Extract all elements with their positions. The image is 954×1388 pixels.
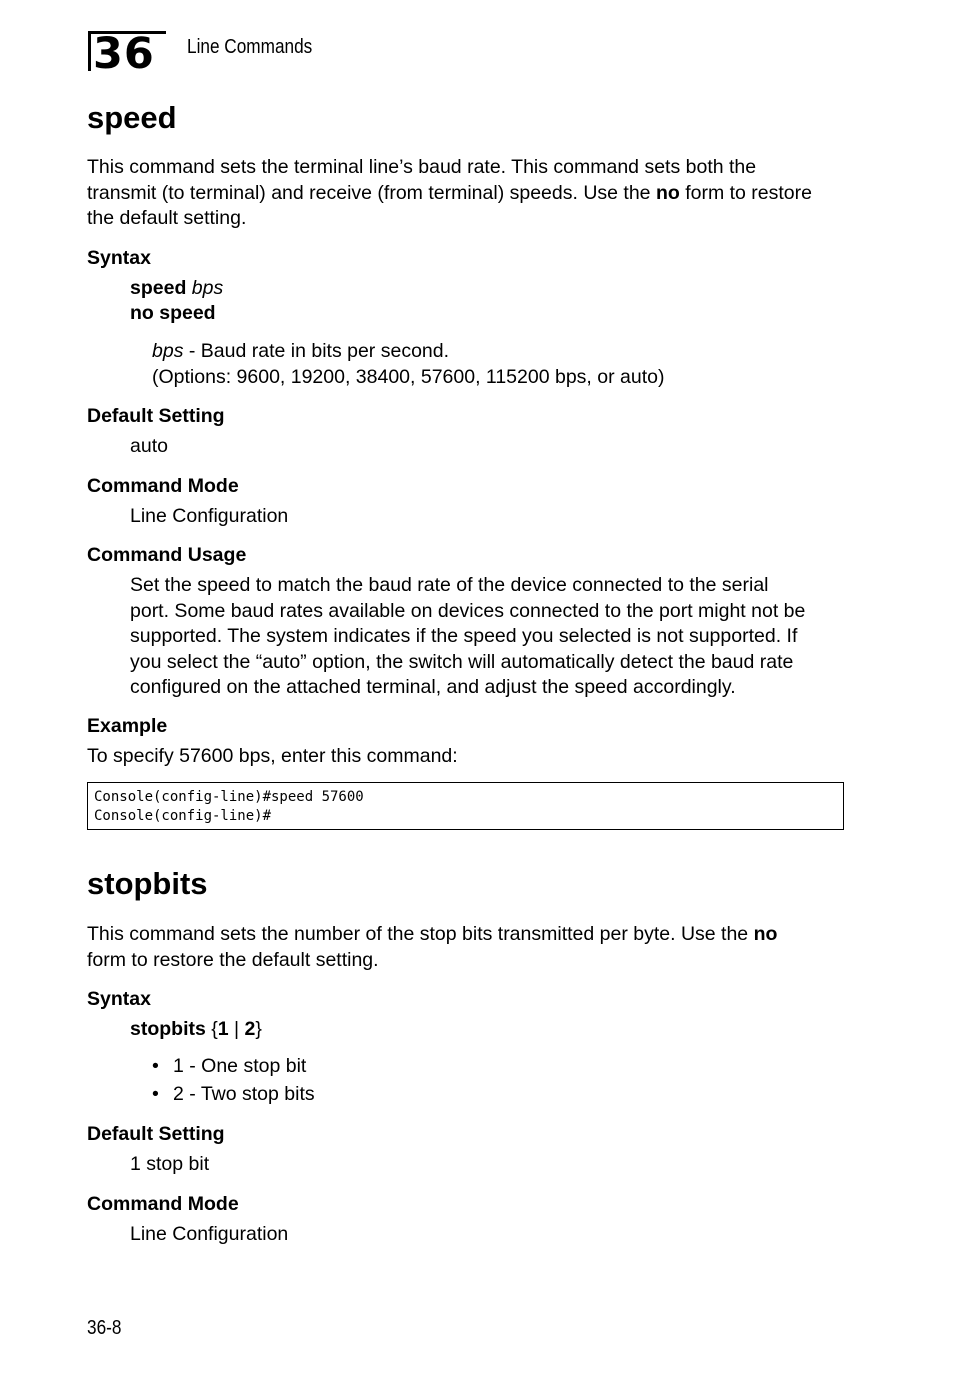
stopbits-intro-text: This command sets the number of the stop bits transmitted per byte. Use the — [87, 923, 754, 945]
speed-intro-line-2 — [87, 181, 847, 207]
default-setting-value: 1 stop bit — [130, 1153, 210, 1175]
bullet-icon: • — [152, 1055, 159, 1077]
code-line: Console(config-line)#speed 57600 — [94, 789, 364, 805]
default-setting-heading: Default Setting — [87, 1123, 225, 1145]
parameter-text: - Baud rate in bits per second. — [183, 340, 450, 362]
parameter-name: bps — [152, 340, 184, 362]
syntax-heading: Syntax — [87, 247, 151, 269]
stopbits-intro-line-2: form to restore the default setting. — [87, 948, 379, 971]
chapter-number: 36 — [88, 31, 166, 71]
syntax-heading: Syntax — [87, 988, 151, 1010]
default-setting-value: auto — [130, 435, 168, 457]
code-line: Console(config-line)# — [94, 808, 272, 824]
parameter-line — [152, 339, 664, 365]
parameter-description — [152, 339, 664, 390]
command-usage-heading: Command Usage — [87, 544, 247, 566]
command-usage-text — [130, 573, 840, 701]
usage-line: configured on the attached terminal, and adjust the speed accordingly. — [130, 676, 736, 698]
command-mode-value: Line Configuration — [130, 505, 289, 527]
default-setting-heading: Default Setting — [87, 405, 225, 427]
list-item — [152, 1082, 452, 1112]
code-example — [87, 782, 844, 830]
syntax-command — [130, 1017, 262, 1043]
example-heading: Example — [87, 715, 168, 737]
command-keyword: stopbits — [130, 1018, 206, 1040]
usage-line: supported. The system indicates if the speed you selected is not supported. If — [130, 625, 798, 647]
syntax-option: 2 — [244, 1018, 256, 1040]
no-keyword: no — [655, 181, 680, 204]
command-mode-heading: Command Mode — [87, 1193, 239, 1215]
stopbits-intro — [87, 922, 847, 973]
command-mode-value: Line Configuration — [130, 1223, 289, 1245]
speed-intro-line-1: This command sets the terminal line’s baud rate. This command sets both the — [87, 156, 757, 178]
syntax-no-command — [130, 301, 216, 327]
usage-line: you select the “auto” option, the switch will automatically detect the baud rate — [130, 650, 794, 673]
syntax-brace: } — [255, 1018, 262, 1040]
list-item-text: 2 - Two stop bits — [173, 1083, 315, 1105]
speed-intro — [87, 155, 847, 232]
bullet-icon: • — [152, 1083, 159, 1105]
no-keyword: no — [753, 923, 778, 945]
list-item — [152, 1054, 452, 1084]
section-title-stopbits: stopbits — [87, 866, 208, 901]
command-argument: bps — [191, 277, 224, 299]
command-keyword: no speed — [130, 302, 216, 324]
example-intro: To specify 57600 bps, enter this command: — [87, 745, 458, 767]
section-title-speed: speed — [87, 100, 177, 135]
list-item-text: 1 - One stop bit — [173, 1055, 307, 1077]
syntax-command — [130, 276, 223, 302]
syntax-option: 1 — [217, 1018, 229, 1040]
syntax-brace: { — [205, 1018, 218, 1040]
usage-line: Set the speed to match the baud rate of the device connected to the serial — [130, 574, 769, 596]
parameter-options: (Options: 9600, 19200, 38400, 57600, 115200 bps, or auto) — [152, 365, 665, 388]
page-number: 36-8 — [87, 1317, 122, 1339]
speed-intro-line-3: the default setting. — [87, 207, 247, 229]
chapter-title: Line Commands — [187, 36, 313, 58]
speed-intro-text: transmit (to terminal) and receive (from terminal) speeds. Use the — [87, 181, 656, 204]
usage-line: port. Some baud rates available on devices connected to the port might not be — [130, 599, 806, 622]
syntax-separator: | — [228, 1018, 245, 1040]
command-keyword: speed — [130, 277, 187, 299]
stopbits-intro-line-1 — [87, 922, 847, 948]
speed-intro-text: form to restore — [679, 181, 812, 204]
command-mode-heading: Command Mode — [87, 475, 239, 497]
